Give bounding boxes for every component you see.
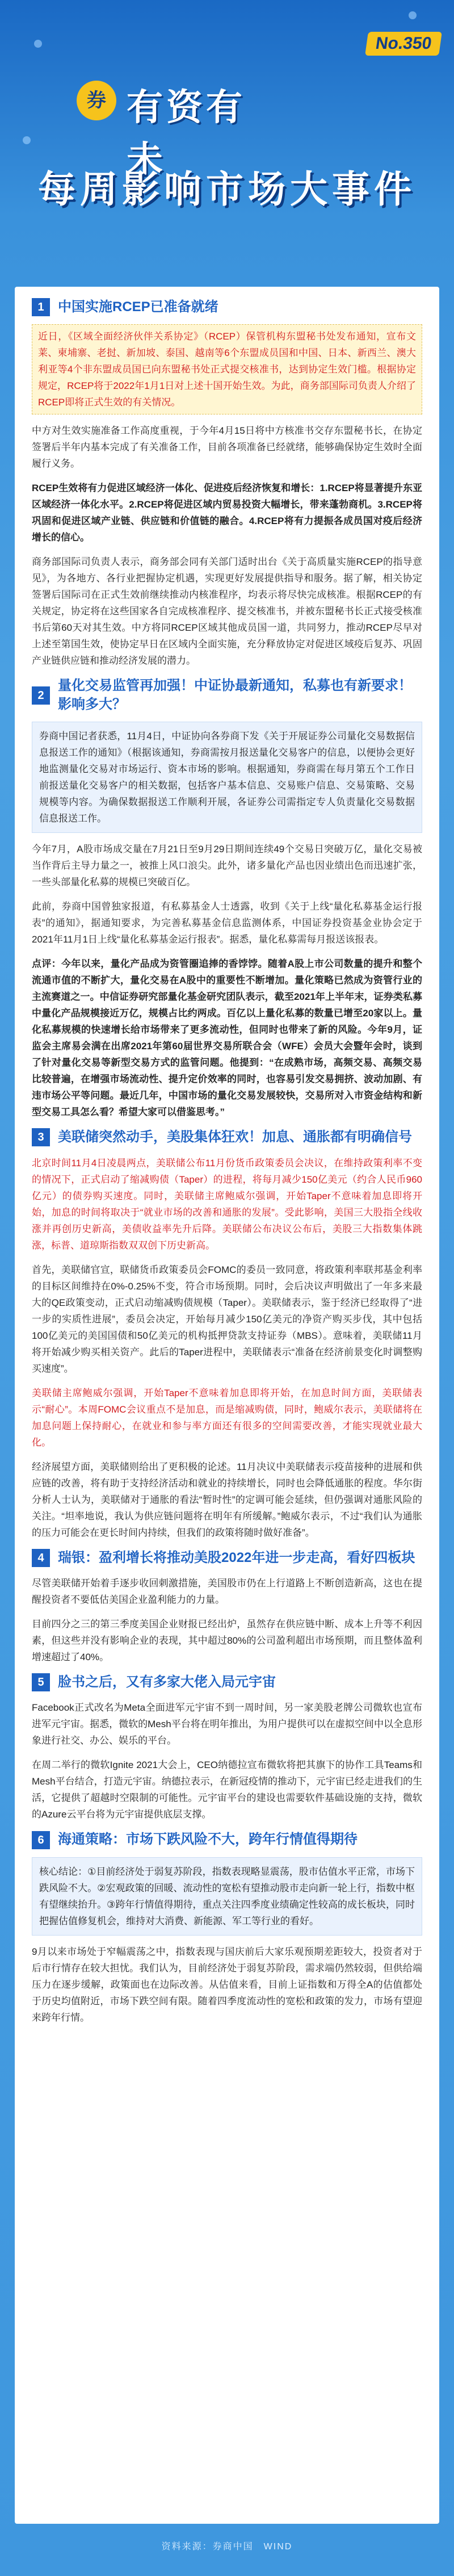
source-footer: 资料来源：券商中国 WIND (161, 2542, 293, 2552)
paragraph: 中方对生效实施准备工作高度重视，于今年4月15日将中方核准书交存东盟秘书长，在协定签署后半年内基本完成了有关准备工作，目前各项准备已经就绪，能够确保协定生效时全面履行义务。 (32, 425, 422, 470)
section-title: 中国实施RCEP已准备就绪 (58, 299, 218, 315)
section-heading (32, 298, 422, 316)
bold-paragraph: RCEP生效将有力促进区域经济一体化、促进疫后经济恢复和增长：1.RCEP将显著提升东亚区域经济一体化水平。2.RCEP将促进区域内贸易投资大幅增长，带来蓬勃商机。3.RCEP将巩固和促进区域产业链、供应链和价值链的融合。4.RCEP将有力提振各成员国对疫后经济增长的信心。 (32, 483, 422, 543)
content-card (15, 287, 439, 2524)
section-number: 6 (32, 1831, 50, 1849)
highlight-paragraph: 核心结论：①目前经济处于弱复苏阶段，指数表现略显震荡，股市估值水平正常，市场下跌风险不大。②宏观政策的回暖、流动性的宽松有望推动股市走向新一轮上行，指数中枢有望继续抬升。③跨年行情值得期待，重点关注四季度业绩确定性较高的成长板块，同时把握估值修复机会，维持对大消费、新能源、军工等行业的看好。 (32, 1857, 422, 1936)
section-number: 4 (32, 1549, 50, 1567)
paragraph: 尽管美联储开始着手逐步收回刺激措施，美国股市仍在上行道路上不断创造新高，这也在提醒投资者不要低估美国企业盈利能力的力量。 (32, 1577, 422, 1605)
highlight-paragraph: 北京时间11月4日凌晨两点，美联储公布11月份货币政策委员会决议，在维持政策利率不变的情况下，正式启动了缩减购债（Taper）的进程，将每月减少150亿美元（约合人民币960亿元）的债券购买速度。同时，美联储主席鲍威尔强调，开始Taper不意味着加息即将开始，加息的时间将取决于“就业市场的改善和通胀的发展”。受此影响，美国三大股指全线收涨并再创历史新高，美债收益率先升后降。美联储公布决议公布后，美股三大指数集体跳涨，标普、道琼斯指数双双创下历史新高。 (32, 1157, 422, 1251)
paragraph: 商务部国际司负责人表示，商务部会同有关部门适时出台《关于高质量实施RCEP的指导意见》，为各地方、各行业把握协定机遇，实现更好发展提供指导和服务。据了解，相关协定签署后国际司在正式生效前继续推动内核准程序，均表示将尽快完成核准。根据RCEP的有关规定，协定将在这些国家各自完成核准程序、提交核准书，并被东盟秘书长正式接受核准书后第60天对其生效。中方将同RCEP区域其他成员国一道，共同努力，推动RCEP尽早对上述至第国生效，使协定早日在区域内全面实施，充分释放协定对促进区域疫后复苏、巩固产业链供应链和推动经济发展的潜力。 (32, 556, 422, 667)
section-title: 脸书之后，又有多家大佬入局元宇宙 (58, 1674, 276, 1690)
section-heading (32, 1128, 422, 1146)
news-section-4 (32, 1549, 422, 1665)
header-banner (0, 0, 454, 238)
section-title: 瑞银：盈利增长将推动美股2022年进一步走高，看好四板块 (58, 1549, 415, 1565)
highlight-paragraph: 美联储主席鲍威尔强调，开始Taper不意味着加息即将开始，在加息时间方面，美联储表示“耐心”。本周FOMC会议重点不是加息，而是缩减购债，同时，鲍威尔表示，美联储将在加息问题上保持耐心，在就业和参与率方面还有很多的空间需要改善，才能实现就业最大化。 (32, 1387, 422, 1448)
paragraph: 目前四分之三的第三季度美国企业财报已经出炉，虽然存在供应链中断、成本上升等不利因素，但这些并没有影响企业的表现，其中超过80%的公司盈利超出市场预期，而且整体盈利增速超过了40%。 (32, 1618, 422, 1662)
paragraph: 9月以来市场处于窄幅震荡之中，指数表现与国庆前后大家乐观预期差距较大，投资者对于后市行情存在较大担忧。我们认为，目前经济处于弱复苏阶段，需求端仍然较弱，但供给端压力在逐步缓解，政策面也在边际改善。从估值来看，目前上证指数和万得全A的估值都处于历史均值附近，市场下跌空间有限。随着四季度流动性的宽松和政策的发力，市场有望迎来跨年行情。 (32, 1946, 422, 2023)
page-headline: 每周影响市场大事件 (38, 168, 416, 210)
section-number: 1 (32, 298, 50, 316)
section-number: 3 (32, 1128, 50, 1146)
paragraph: 此前，券商中国曾独家报道，有私募基金人士透露，收到《关于上线“量化私募基金运行报表”的通知》，据通知要求，为完善私募基金信息监测体系，中国证券投资基金业协会定于2021年11月1日上线“量化私募基金运行报表”。据悉，量化私募需每月报送该报表。 (32, 901, 422, 945)
section-heading (32, 1673, 422, 1691)
news-section-2 (32, 677, 422, 1120)
news-section-5 (32, 1673, 422, 1823)
paragraph: 首先，美联储官宣，联储货币政策委员会FOMC的委员一致同意，将政策利率联邦基金利率的目标区间维持在0%-0.25%不变，符合市场预期。同时，会后决议声明做出了一年多来最大的QE政策变动，正式启动缩减购债规模（Taper）。美联储表示，鉴于经济已经取得了“进一步的实质性进展”，委员会决定，开始每月减少150亿美元的净资产购买步伐，其中包括100亿美元的美国国债和50亿美元的机构抵押贷款支持证券（MBS）。意味着，美联储11月将开始减少购买相关资产。此后的Taper进程中，美联储表示“准备在经济前景变化时调整购买速度”。 (32, 1264, 422, 1374)
section-heading (32, 677, 422, 714)
brand-logo (77, 74, 258, 180)
section-title: 美联储突然动手，美股集体狂欢！加息、通胀都有明确信号 (58, 1129, 412, 1145)
news-section-1 (32, 298, 422, 669)
commentary-paragraph: 点评：今年以来，量化产品成为资管圈追捧的香饽饽。随着A股上市公司数量的提升和整个流通市值的不断扩大，量化交易在A股中的重要性不断增加。量化策略已然成为资管行业的主流赛道之一。中信证券研究部量化基金研究团队表示，截至2021年上半年末，证券类私募中量化产品规模接近万亿，规模占比约两成。百亿以上量化私募的数量已增至20家以上。量化私募规模的快速增长给市场带来了更多流动性，但同时也带来了新的风险。今年9月，证监会主席易会满在出席2021年第60届世界交易所联合会（WFE）会员大会暨年会时，谈到了针对量化交易等新型交易方式的监管问题。他提到：“在成熟市场，高频交易、高频交易比较普遍，在增强市场流动性、提升定价效率的同时，也容易引发交易拥挤、波动加剧、有违市场公平等问题。最近几年，中国市场的量化交易发展较快，交易所对入市资金结构和新型交易工具怎么看？希望大家可以借鉴思考。” (32, 958, 422, 1118)
section-heading (32, 1831, 422, 1849)
brand-icon: 券 (77, 81, 116, 120)
highlight-paragraph: 券商中国记者获悉，11月4日，中证协向各券商下发《关于开展证券公司量化交易数据信息报送工作的通知》（根据该通知，券商需按月报送量化交易客户的信息，以便协会更好地监测量化交易对市场运行、资本市场的影响。根据通知，券商需在每月第五个工作日前报送量化交易客户的相关数据，包括客户基本信息、交易账户信息、交易策略、交易规模等内容。为确保数据报送工作顺利开展，各证券公司需指定专人负责量化交易数据信息报送工作。 (32, 722, 422, 833)
section-heading (32, 1549, 422, 1567)
section-number: 2 (32, 686, 50, 705)
paragraph: 今年7月，A股市场成交量在7月21日至9月29日期间连续49个交易日突破万亿，量化交易被当作背后主导力量之一，被推上风口浪尖。此外，诸多量化产品也因业绩出色而迅速扩张，一些头部量化私募的规模已突破百亿。 (32, 844, 422, 888)
paragraph: 在周二举行的微软Ignite 2021大会上，CEO纳德拉宣布微软将把其旗下的协作工具Teams和Mesh平台结合，打造元宇宙。纳德拉表示，在新冠疫情的推动下，元宇宙已经走进我们的生活，它提供了超越时空限制的可能性。元宇宙平台的建设也需要软件基础设施的支持，微软的Azure云平台将为元宇宙提供底层支撑。 (32, 1760, 422, 1820)
section-title: 海通策略：市场下跌风险不大，跨年行情值得期待 (58, 1832, 358, 1848)
section-number: 5 (32, 1673, 50, 1691)
decor-dot (23, 136, 31, 144)
section-title: 量化交易监管再加强！中证协最新通知，私募也有新要求！影响多大？ (58, 678, 412, 712)
paragraph: 经济展望方面，美联储则给出了更积极的论述。11月决议中美联储表示疫苗接种的进展和供应链的改善，将有助于支持经济活动和就业的持续增长，同时也会降低通胀的程度。华尔街分析人士认为，美联储对于通胀的看法“暂时性”的定调可能会延续，但仍强调对通胀风险的关注。“坦率地说，我认为供应链问题将在明年有所缓解。”鲍威尔表示，不过“我们认为通胀的压力可能会在更长时间内持续，但我们的政策将随时做好准备”。 (32, 1461, 422, 1538)
news-section-3 (32, 1128, 422, 1540)
decor-dot (34, 40, 42, 48)
brand-title: 有资有未 (127, 87, 246, 180)
highlight-paragraph: 近日，《区域全面经济伙伴关系协定》（RCEP）保管机构东盟秘书处发布通知，宣布文莱、柬埔寨、老挝、新加坡、泰国、越南等6个东盟成员国和中国、日本、新西兰、澳大利亚等4个非东盟成员国已向东盟秘书处正式提交核准书，达到协定生效门槛。根据协定规定，RCEP将于2022年1月1日对上述十国开始生效。为此，商务部国际司负责人介绍了RCEP即将正式生效的有关情况。 (32, 324, 422, 414)
paragraph: Facebook正式改名为Meta全面进军元宇宙不到一周时间，另一家美股老牌公司微软也宣布进军元宇宙。据悉，微软的Mesh平台将在明年推出，为用户提供可以在虚拟空间中以全息形象进行社交、办公、娱乐的平台。 (32, 1702, 422, 1746)
decor-dot (409, 11, 417, 19)
issue-number-badge: No.350 (365, 32, 442, 56)
headline-band (0, 158, 454, 220)
news-section-6 (32, 1831, 422, 2025)
